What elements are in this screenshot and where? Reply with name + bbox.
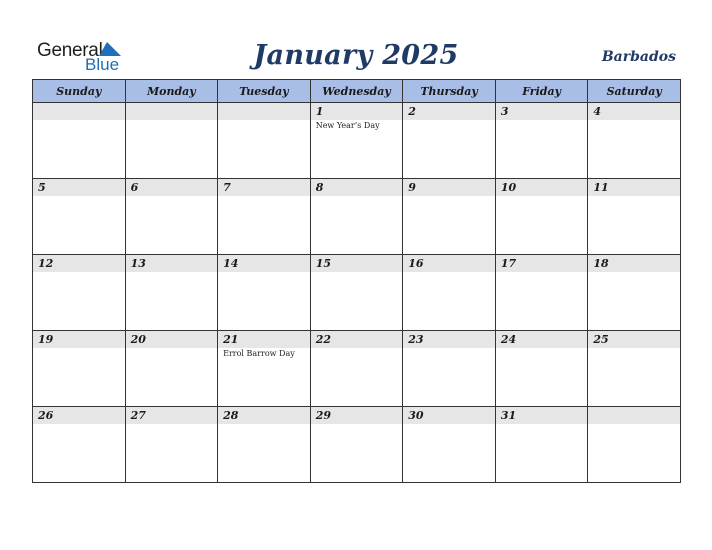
day-number: 19: [38, 333, 54, 346]
day-number: 6: [130, 181, 139, 194]
day-cell: [495, 331, 588, 407]
day-cell: [125, 179, 218, 255]
day-cell: [588, 255, 681, 331]
day-number: 9: [408, 181, 416, 194]
weekday-header: Sunday: [33, 80, 126, 103]
day-number: 12: [38, 257, 54, 270]
day-number: 28: [223, 409, 239, 422]
day-number: 14: [223, 257, 239, 270]
day-cell: [495, 179, 588, 255]
day-cell: [588, 407, 681, 483]
day-cell: [588, 179, 681, 255]
day-cell: [495, 255, 588, 331]
day-cell: [588, 331, 681, 407]
day-cell: [218, 103, 311, 179]
weekday-header: Tuesday: [218, 80, 311, 103]
day-cell: [310, 179, 403, 255]
day-number: 11: [593, 181, 609, 194]
weekday-header: Thursday: [403, 80, 496, 103]
day-cell: [310, 331, 403, 407]
logo-blue-text: Blue: [85, 55, 120, 74]
day-cell: [403, 103, 496, 179]
logo-general-text: General: [37, 40, 103, 61]
day-cell: [495, 103, 588, 179]
day-cell: [33, 103, 126, 179]
day-number: 1: [315, 105, 324, 118]
day-number: 16: [408, 257, 424, 270]
week-row: [33, 331, 681, 407]
day-cell: [403, 179, 496, 255]
weekday-header: Monday: [125, 80, 218, 103]
day-number: 26: [38, 409, 54, 422]
day-number: 13: [130, 257, 146, 270]
day-number: 22: [315, 333, 331, 346]
day-cell: [310, 103, 403, 179]
day-cell: [310, 255, 403, 331]
day-number: 31: [500, 409, 517, 422]
day-number: 20: [130, 333, 146, 346]
day-number: 30: [408, 409, 424, 422]
day-cell: [33, 407, 126, 483]
day-cell: [403, 255, 496, 331]
holiday-label: New Year’s Day: [315, 121, 380, 130]
day-number: 3: [500, 105, 509, 118]
week-row: [33, 103, 681, 179]
day-cell: [403, 331, 496, 407]
day-cell: [218, 331, 311, 407]
weekday-header: Saturday: [588, 80, 681, 103]
day-number: 29: [315, 409, 331, 422]
day-number: 8: [315, 181, 324, 194]
calendar-title: January 2025: [253, 40, 459, 71]
weekday-header: Friday: [495, 80, 588, 103]
day-cell: [125, 255, 218, 331]
day-cell: [33, 255, 126, 331]
day-number: 2: [408, 105, 416, 118]
day-cell: [403, 407, 496, 483]
holiday-label: Errol Barrow Day: [223, 349, 295, 358]
day-number: 5: [38, 181, 46, 194]
calendar-grid: [32, 79, 681, 483]
day-cell: [125, 103, 218, 179]
week-row: [33, 407, 681, 483]
day-cell: [495, 407, 588, 483]
day-number: 18: [593, 257, 609, 270]
country-label: Barbados: [601, 49, 676, 65]
day-cell: [125, 407, 218, 483]
day-number: 21: [223, 333, 239, 346]
week-row: [33, 179, 681, 255]
weekday-header: Wednesday: [310, 80, 403, 103]
week-row: [33, 255, 681, 331]
day-cell: [125, 331, 218, 407]
day-number: 27: [130, 409, 146, 422]
day-cell: [310, 407, 403, 483]
day-cell: [218, 179, 311, 255]
day-number: 4: [593, 105, 602, 118]
day-number: 10: [500, 181, 517, 194]
day-number: 25: [593, 333, 609, 346]
day-number: 23: [408, 333, 424, 346]
day-cell: [218, 255, 311, 331]
day-cell: [33, 179, 126, 255]
day-number: 17: [500, 257, 517, 270]
day-number: 24: [500, 333, 517, 346]
weekday-header-row: [33, 80, 681, 103]
day-cell: [218, 407, 311, 483]
day-number: 7: [223, 181, 231, 194]
day-cell: [33, 331, 126, 407]
day-number: 15: [315, 257, 331, 270]
day-cell: [588, 103, 681, 179]
